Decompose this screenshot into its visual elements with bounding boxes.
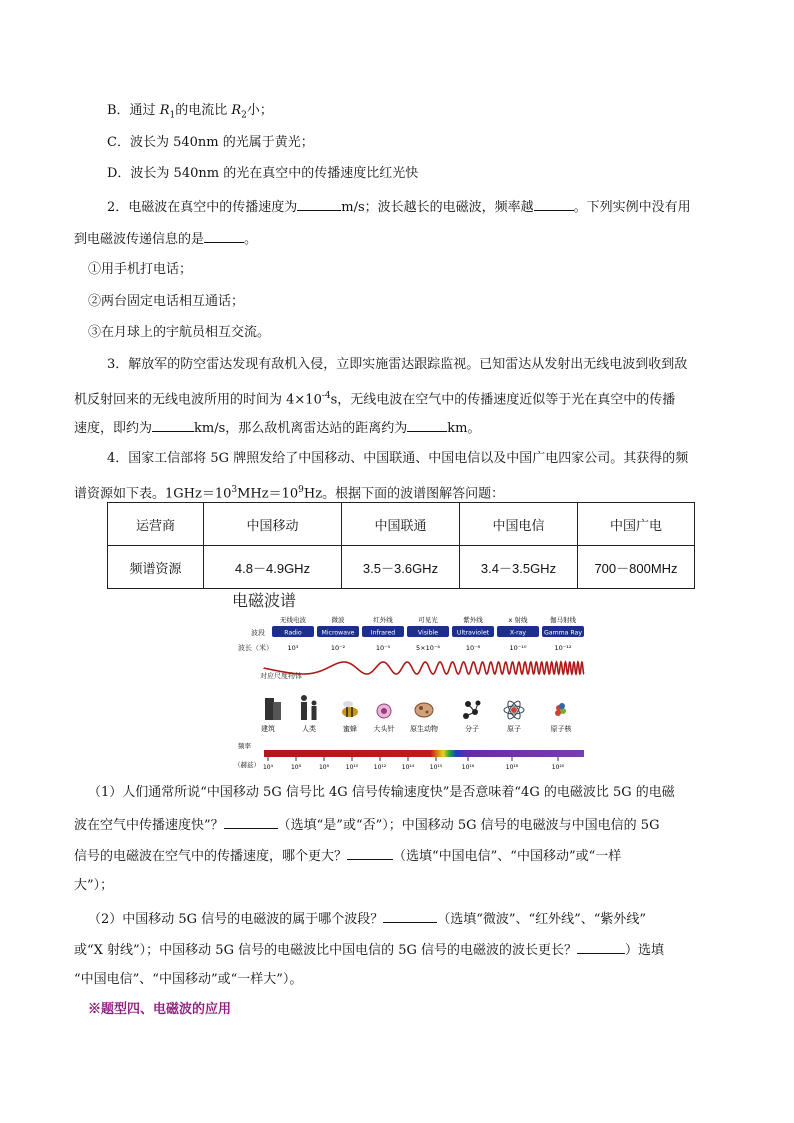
frequency-bar (264, 750, 584, 757)
frequency-tick-label: 10¹⁵ (429, 764, 443, 771)
band-cn-label: 伽马射线 (550, 616, 576, 624)
frequency-label: 频率 (238, 742, 251, 750)
q4-line1: 4．国家工信部将 5G 牌照发给了中国移动、中国联通、中国电信以及中国广电四家公司。其获得的频 (107, 451, 689, 466)
q2-item-1: ①用手机打电话； (88, 262, 193, 277)
q2-blank-speed[interactable] (297, 196, 341, 211)
human-icon (301, 695, 317, 720)
sub1-blank-yes-no[interactable] (224, 814, 278, 829)
frequency-tick-label: 10⁸ (318, 764, 330, 771)
option-d: D．波长为 540nm 的光在真空中的传播速度比红光快 (107, 166, 419, 181)
building-icon (265, 698, 281, 720)
frequency-unit: （赫兹） (234, 761, 260, 769)
frequency-tick-label: 10⁴ (262, 764, 274, 771)
q3-line2: 机反射回来的无线电波所用的时间为 $4\times 10^{-4}s$，无线电波在空气中的传播速度近似等于光在真空中的传播 (74, 391, 676, 408)
band-en-label: Infrared (370, 629, 396, 637)
object-label: 原子 (507, 725, 521, 733)
em-spectrum-figure (228, 590, 588, 774)
q4-sub1-line2: 波在空气中传播速度快”？ （选填“是”或“否”）；中国移动 5G 信号的电磁波与中国电信的 5G (74, 814, 659, 836)
band-en-label: Ultraviolet (456, 629, 490, 637)
protozoa-icon (415, 703, 433, 717)
band-cn-label: x 射线 (508, 616, 528, 624)
band-cn-label: 无线电波 (280, 616, 306, 624)
table-cell: 频谱资源 (108, 546, 204, 589)
band-en-label: Gamma Ray (543, 629, 583, 637)
object-label: 建筑 (261, 725, 275, 733)
bee-icon (342, 701, 358, 717)
band-en-label: Microwave (321, 629, 355, 637)
q4-sub2-line1: （2）中国移动 5G 信号的电磁波的属于哪个波段？ （选填“微波”、“红外线”、“紫外线” (88, 908, 646, 930)
band-wavelength-label: 10⁻⁸ (465, 644, 481, 652)
frequency-tick-label: 10¹² (373, 764, 387, 771)
band-group (272, 615, 584, 652)
frequency-tick-label: 10⁶ (290, 764, 302, 771)
q4-sub1-line4: 大”）； (74, 878, 114, 893)
band-en-label: Visible (417, 629, 439, 637)
band-en-label: X-ray (509, 629, 527, 637)
frequency-tick-label: 10¹⁶ (461, 764, 475, 771)
r2-symbol: R (231, 103, 242, 118)
atom-icon (504, 699, 524, 720)
q4-sub2-line3: “中国电信”、“中国移动”或“一样大”）。 (74, 972, 303, 987)
option-b: B．通过 $R_1$的电流比 $R_2$小； (107, 103, 273, 121)
q2-line1: 2．电磁波在真空中的传播速度为 m/s；波长越长的电磁波，频率越 。下列实例中没有用 (107, 196, 691, 218)
frequency-tick-label: 10²⁰ (551, 764, 565, 771)
table-cell: 4.8－4.9GHz (204, 546, 342, 589)
table-header-cell: 中国电信 (460, 503, 578, 546)
object-label: 人类 (302, 725, 316, 733)
q4-sub1-line1: （1）人们通常所说“中国移动 5G 信号比 4G 信号传输速度快”是否意味着“4G 的电磁波比 5G 的电磁 (88, 785, 675, 800)
table-header-cell: 运营商 (108, 503, 204, 546)
wavelength-label: 波长（米） (238, 644, 273, 652)
frequency-tick-label: 10¹⁰ (345, 764, 359, 771)
q4-sub2-line2: 或“X 射线”）；中国移动 5G 信号的电磁波比中国电信的 5G 信号的电磁波的波长更长？ ）选填 (74, 939, 664, 961)
q2-blank-example[interactable] (204, 228, 244, 243)
section-title: ※题型四、电磁波的应用 (88, 1002, 232, 1017)
table-cell: 3.5－3.6GHz (342, 546, 460, 589)
table-cell: 700－800MHz (578, 546, 695, 589)
frequency-tick-label: 10¹⁸ (505, 764, 519, 771)
band-wavelength-label: 10³ (287, 644, 299, 652)
band-wavelength-label: 10⁻⁵ (375, 644, 391, 652)
band-wavelength-label: 5×10⁻⁶ (416, 644, 440, 652)
band-wavelength-label: 10⁻¹² (554, 644, 572, 652)
wave-line (264, 662, 584, 674)
pin-icon (377, 704, 391, 718)
r1-symbol: R (159, 103, 170, 118)
sub2-blank-band[interactable] (383, 908, 437, 923)
table-header-row (108, 503, 695, 546)
sub1-blank-which-faster[interactable] (347, 845, 393, 860)
object-label: 原生动物 (410, 725, 438, 733)
q3-line1: 3．解放军的防空雷达发现有敌机入侵，立即实施雷达跟踪监视。已知雷达从发射出无线电波到收到敌 (107, 357, 688, 372)
q4-line2: 谱资源如下表。$1GHz=10^3MHz=10^9Hz$。根据下面的波谱图解答问题： (74, 485, 505, 502)
band-cn-label: 红外线 (373, 616, 393, 624)
band-wavelength-label: 10⁻² (330, 644, 346, 652)
band-wavelength-label: 10⁻¹⁰ (509, 644, 527, 652)
q2-item-3: ③在月球上的宇航员相互交流。 (88, 325, 271, 340)
frequency-tick-label: 10¹⁴ (401, 764, 415, 771)
band-label: 波段 (251, 629, 265, 637)
molecule-icon (463, 701, 481, 720)
band-cn-label: 紫外线 (463, 616, 483, 624)
object-label: 大头针 (373, 725, 395, 733)
frequency-ticks (263, 757, 565, 771)
table-row (108, 546, 695, 589)
q3-line3: 速度，即约为 km/s，那么敌机离雷达站的距离约为 km。 (74, 417, 481, 439)
q3-blank-speed[interactable] (152, 417, 194, 432)
option-c: C．波长为 540nm 的光属于黄光； (107, 135, 314, 150)
object-label: 原子核 (550, 725, 572, 733)
band-en-label: Radio (284, 629, 302, 637)
q2-line2: 到电磁波传递信息的是 。 (74, 228, 257, 250)
object-scale-label: 对应尺度物体 (260, 672, 302, 680)
object-label: 分子 (465, 725, 479, 733)
table-header-cell: 中国广电 (578, 503, 695, 546)
q2-item-2: ②两台固定电话相互通话； (88, 294, 245, 309)
spectrum-resource-table (107, 502, 695, 589)
table-header-cell: 中国移动 (204, 503, 342, 546)
q3-blank-distance[interactable] (407, 417, 447, 432)
q2-blank-frequency[interactable] (534, 196, 574, 211)
band-cn-label: 微波 (331, 616, 345, 624)
nucleus-icon (555, 703, 566, 716)
band-cn-label: 可见光 (418, 616, 438, 624)
object-label: 蜜蜂 (343, 725, 357, 733)
q4-sub1-line3: 信号的电磁波在空气中的传播速度，哪个更大？ （选填“中国电信”、“中国移动”或“一样 (74, 845, 621, 867)
table-header-cell: 中国联通 (342, 503, 460, 546)
table-cell: 3.4－3.5GHz (460, 546, 578, 589)
sub2-blank-longer[interactable] (577, 939, 625, 954)
spectrum-title: 电磁波谱 (232, 591, 297, 610)
